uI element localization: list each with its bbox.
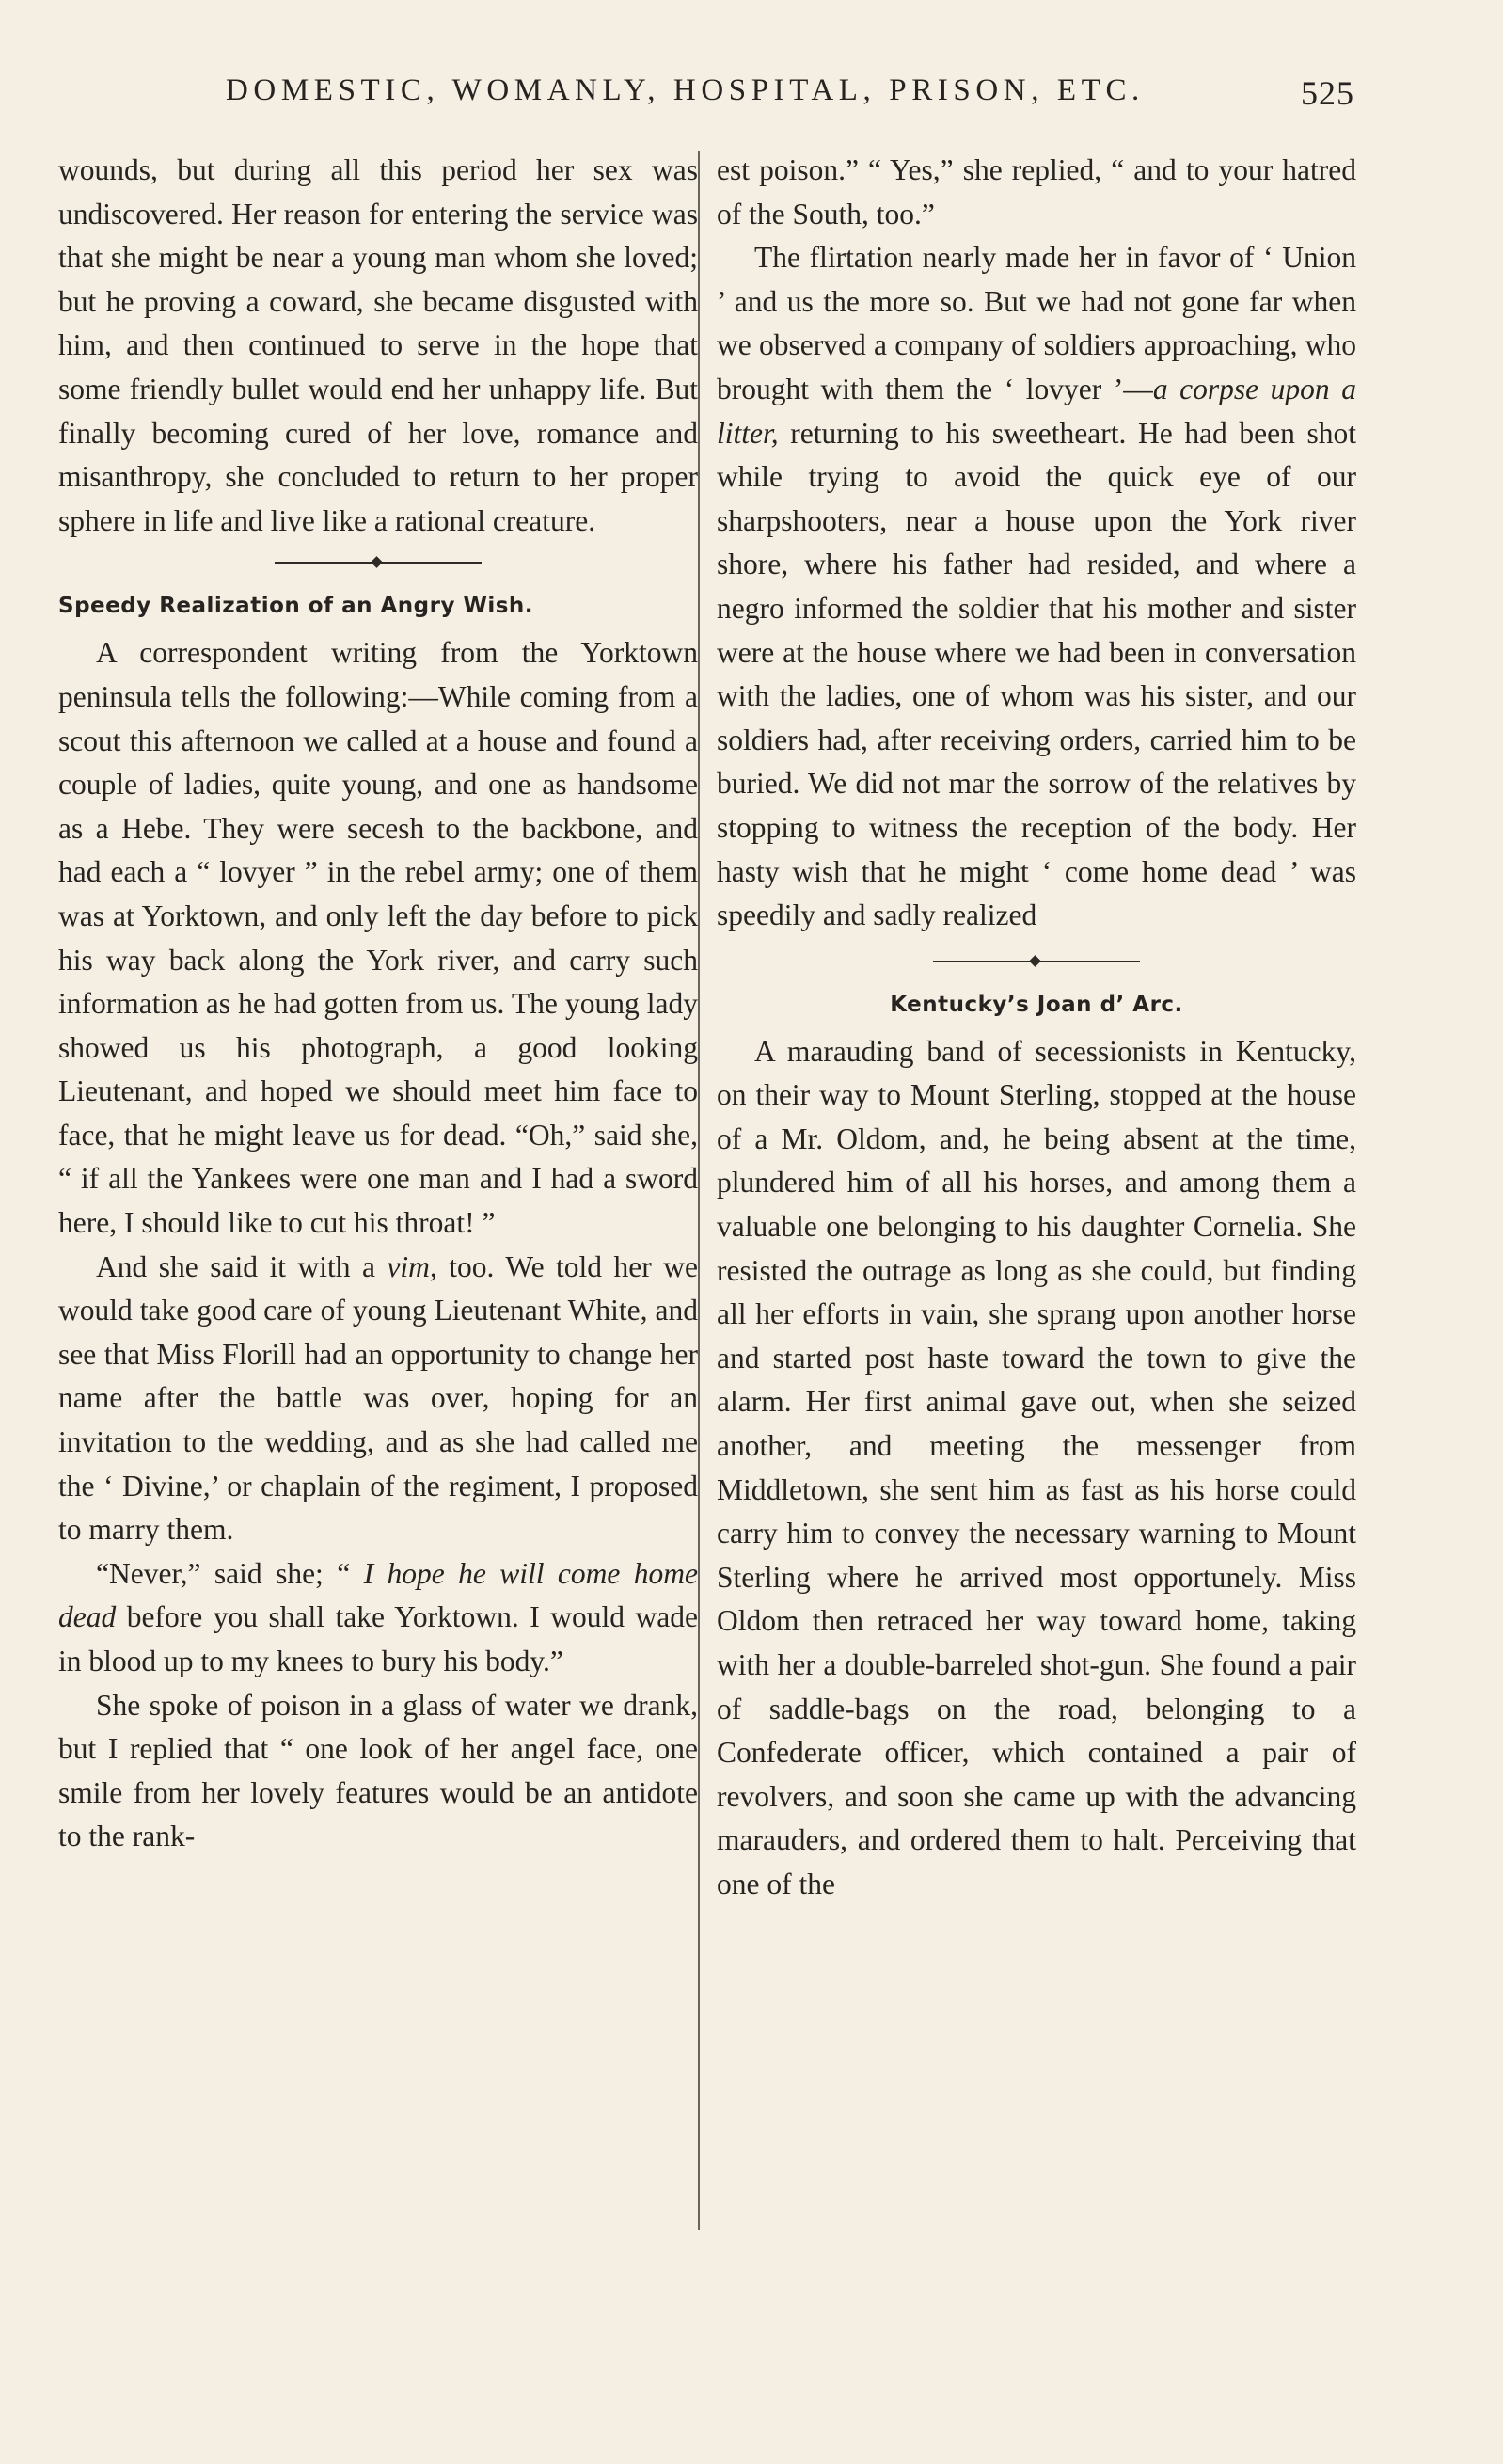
paragraph: A marauding band of secessionists in Kentucky, on their way to Mount Sterling, stopped at the house of a Mr. Oldom, and, he being absent at the time, plundered him of all his horses, and among them a valuable one belonging to his daughter Cornelia. She resisted the outrage as long as she could, but finding all her efforts in vain, she sprang upon another horse and started post haste toward the town to give the alarm. Her first animal gave out, when she seized another, and meeting the messenger from Middletown, she sent him as fast as his horse could carry him to convey the necessary warning to Mount Sterling where he arrived most opportunely. Miss Oldom then retraced her way toward home, taking with her a double-barreled shot-gun. She found a pair of saddle-bags on the road, belonging to a Confederate officer, which contained a pair of revolvers, and soon she came up with the advancing marauders, and ordered them to halt. Perceiving that one of the (717, 1034, 1356, 1900)
left-column (58, 149, 698, 1859)
paragraph: wounds, but during all this period her sex was undiscovered. Her reason for entering the service was that she might be near a young man whom she loved; but he proving a coward, she became disgusted with him, and then continued to serve in the hope that some friendly bullet would end her unhappy life. But finally becoming cured of her love, romance and misanthropy, she concluded to return to her proper sphere in life and live like a rational creature. (58, 153, 698, 537)
divider-ornament-icon (371, 556, 383, 568)
paragraph-text: returning to his sweetheart. He had been shot while trying to avoid the quick eye of our sharpshooters, near a house upon the York river shore, where his father had resided, and where a negro informed the soldier that his mother and sister were at the house where we had been in conversation with the ladies, one of whom was his sister, and our soldiers had, after receiving orders, carried him to be buried. We did not mar the sorrow of the relatives by stopping to witness the reception of the body. Her hasty wish that he might ‘ come home dead ’ was speedily and sadly realized (717, 416, 1356, 932)
paragraph-text: before you shall take Yorktown. I would wade in blood up to my knees to bury his body.” (58, 1600, 698, 1677)
paragraph-text: too. We told her we would take good care of young Lieutenant White, and see that Miss Florill had an opportunity to change her name after the battle was over, hoping for an invitation to the wedding, and as she had called me the ‘ Divine,’ or chaplain of the regiment, I proposed to marry them. (58, 1249, 698, 1547)
paragraph (58, 1246, 698, 1552)
running-title: DOMESTIC, WOMANLY, HOSPITAL, PRISON, ETC. (226, 73, 1145, 107)
right-column (717, 149, 1356, 1907)
paragraph-text: And she said it with a (96, 1249, 388, 1283)
paragraph: She spoke of poison in a glass of water we drank, but I replied that “ one look of her angel face, one smile from her lovely features would be an antidote to the rank- (58, 1688, 698, 1853)
section-title: Kentucky’s Joan d’ Arc. (890, 992, 1183, 1017)
paragraph (717, 236, 1356, 938)
column-rule (698, 151, 700, 2230)
emphasis-text: vim, (387, 1249, 437, 1283)
paragraph: A correspondent writing from the Yorktown peninsula tells the following:—While coming from a scout this afternoon we called at a house and found a couple of ladies, quite young, and one as handsome as a Hebe. They were secesh to the backbone, and had each a “ lovyer ” in the rebel army; one of them was at Yorktown, and only left the day before to pick his way back along the York river, and carry such information as he had gotten from us. The young lady showed us his photograph, a good looking Lieutenant, and hoped we should meet him face to face, that he might leave us for dead. “Oh,” said she, “ if all the Yankees were one man and I had a sword here, I should like to cut his throat! ” (58, 636, 698, 1240)
paragraph-text: “Never,” said she; “ (96, 1556, 364, 1590)
divider-ornament-icon (1029, 955, 1041, 967)
section-title: Speedy Realization of an Angry Wish. (58, 594, 534, 619)
page-number: 525 (1301, 74, 1354, 112)
paragraph-text: The flirtation nearly made her in favor of ‘ Union ’ and us the more so. But we had not gone far when we observed a company of soldiers approaching, who brought with them the ‘ lovyer ’— (717, 241, 1356, 405)
emphasis-text: a corpse upon a litter, (717, 372, 1356, 450)
section-divider (933, 944, 1140, 979)
section-divider (275, 545, 482, 580)
paragraph: est poison.” “ Yes,” she replied, “ and to your hatred of the South, too.” (717, 153, 1356, 231)
page-header (226, 73, 1354, 120)
paragraph (58, 1552, 698, 1684)
emphasis-text: I hope he will come home dead (58, 1556, 698, 1634)
